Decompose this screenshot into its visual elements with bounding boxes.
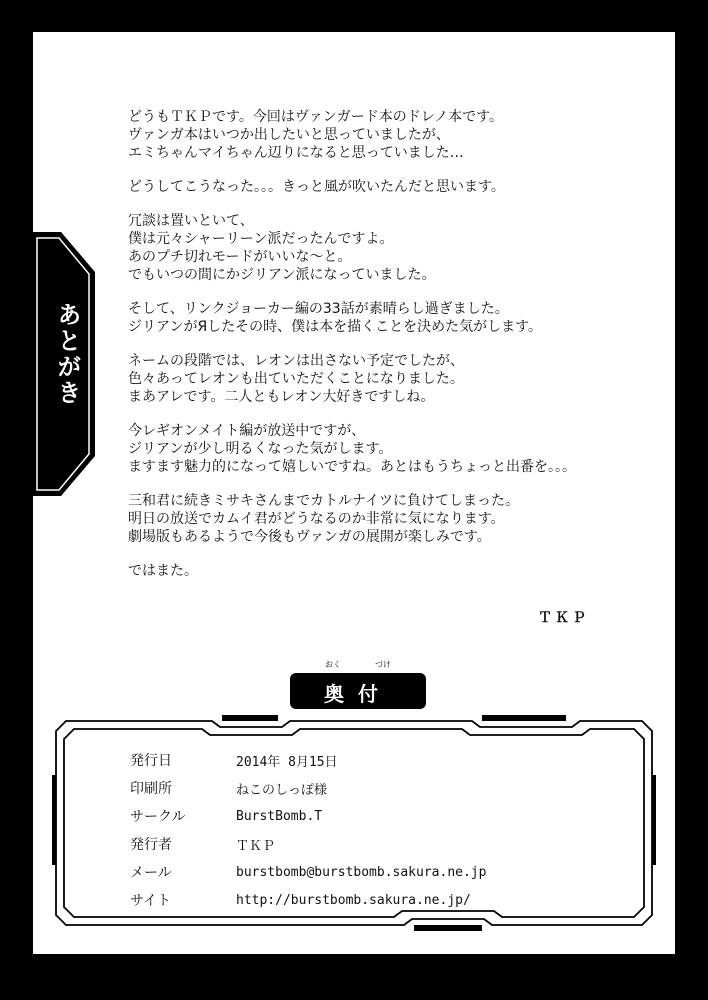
afterword-line: ジリアンが少し明るくなった気がします。: [128, 441, 393, 457]
afterword-line: 明日の放送でカムイ君がどうなるのか非常に気になります。: [128, 511, 505, 527]
colophon-row: [130, 886, 630, 914]
afterword-line: 色々あってレオンも出ていただくことになりました。: [128, 371, 464, 387]
signature: ＴＫＰ: [538, 610, 589, 626]
afterword-line: ネームの段階では、レオンは出さない予定でしたが、: [128, 353, 464, 369]
afterword-paragraph: [128, 352, 648, 406]
afterword-line: 今レギオンメイト編が放送中ですが、: [128, 423, 366, 439]
afterword-tab: [33, 232, 95, 496]
ruby-oku: おく: [325, 660, 341, 669]
colophon-row: [130, 802, 630, 830]
afterword-paragraph: [128, 178, 648, 196]
afterword-paragraph: [128, 422, 648, 476]
afterword-line: 冗談は置いといて、: [128, 213, 254, 229]
afterword-paragraph: [128, 300, 648, 336]
afterword-line: ますます魅力的になって嬉しいですね。あとはもうちょっと出番を。。。: [128, 459, 576, 475]
colophon-value: 2014年 8月15日: [236, 754, 338, 770]
afterword-title: あとがき: [53, 302, 82, 406]
colophon-label: サークル: [130, 809, 186, 825]
afterword-line: どうもＴＫＰです。今回はヴァンガード本のドレノ本です。: [128, 109, 504, 125]
afterword-paragraph: [128, 562, 648, 580]
colophon-label: 発行日: [130, 753, 172, 769]
colophon-label: サイト: [130, 893, 172, 909]
afterword-line: あのプチ切れモードがいいな～と。: [128, 249, 352, 265]
colophon-row: [130, 858, 630, 886]
afterword-line: どうしてこうなった。。。きっと風が吹いたんだと思います。: [128, 179, 505, 195]
afterword-line: まあアレです。二人ともレオン大好きですしね。: [128, 389, 435, 405]
afterword-line: そして、リンクジョーカー編の33話が素晴らし過ぎました。: [128, 301, 509, 317]
afterword-line: 三和君に続きミサキさんまでカトルナイツに負けてしまった。: [128, 493, 520, 509]
afterword-body: [128, 108, 648, 596]
afterword-line: 僕は元々シャーリーン派だったんですよ。: [128, 231, 394, 247]
afterword-paragraph: [128, 492, 648, 546]
afterword-line: ヴァンガ本はいつか出したいと思っていましたが、: [128, 127, 450, 143]
colophon-value: BurstBomb.T: [236, 808, 323, 824]
colophon-rows: [130, 746, 630, 914]
colophon-value: http://burstbomb.sakura.ne.jp/: [236, 892, 471, 908]
afterword-paragraph: [128, 108, 648, 162]
colophon-row: [130, 830, 630, 858]
colophon-header: [290, 660, 426, 709]
colophon-value: ＴＫＰ: [236, 838, 276, 854]
afterword-line: でもいつの間にかジリアン派になっていました。: [128, 267, 436, 283]
colophon-title: 奥付: [324, 682, 392, 706]
colophon-value: burstbomb@burstbomb.sakura.ne.jp: [236, 864, 487, 880]
colophon-label: 印刷所: [130, 781, 172, 797]
ruby-zuke: づけ: [375, 660, 391, 669]
afterword-paragraph: [128, 212, 648, 284]
colophon-row: [130, 746, 630, 774]
afterword-line: ジリアンがЯしたその時、僕は本を描くことを決めた気がします。: [128, 319, 543, 335]
afterword-line: エミちゃんマイちゃん辺りになると思っていました…: [128, 145, 464, 161]
colophon-row: [130, 774, 630, 802]
afterword-line: ではまた。: [128, 563, 198, 579]
afterword-line: 劇場版もあるようで今後もヴァンガの展開が楽しみです。: [128, 529, 491, 545]
colophon-label: メール: [130, 865, 172, 881]
colophon-value: ねこのしっぽ様: [236, 782, 328, 798]
colophon-label: 発行者: [130, 837, 172, 853]
